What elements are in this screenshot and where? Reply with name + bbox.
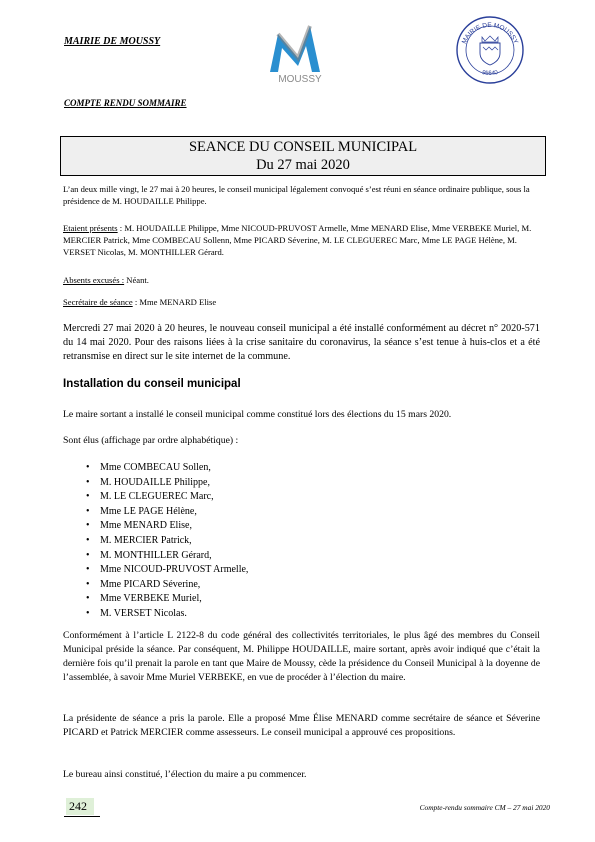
paragraph-installation-context: Mercredi 27 mai 2020 à 20 heures, le nouveau conseil municipal a été installé conformément au décret n° 2020-571 du 14 mai 2020. Pour des raisons liées à la crise sanitaire du coronavirus, la séance s’est tenue à huis-clos et a été retransmise en direct sur le site internet de la commune. [63,323,540,362]
absents-line [63,274,543,286]
paragraph-article-l2122: Conformément à l’article L 2122-8 du code général des collectivités territoriales, le plus âgé des membres du Conseil Municipal préside la séance. Par conséquent, M. Philippe HOUDAILLE, maire sortant, après avoir indiqué que c’était la dernière fois qu’il prenait la parole en tant que Maire de Moussy, cède la présidence du Conseil Municipal à la doyenne de l’assemblée, à savoir Mme Muriel VERBEKE, en vue de procéder à l’élection du maire. [63,630,540,683]
secretaire-line [63,296,543,308]
elus-list [86,461,248,622]
list-item: • M. MERCIER Patrick, [86,534,248,549]
list-item: • Mme PICARD Séverine, [86,578,248,593]
list-item: • M. VERSET Nicolas. [86,607,248,622]
list-item: • M. MONTHILLER Gérard, [86,549,248,564]
absents-label: Absents excusés : [63,275,125,285]
list-item: • Mme VERBEKE Muriel, [86,592,248,607]
title-line1: SEANCE DU CONSEIL MUNICIPAL [188,139,418,155]
list-item: • Mme COMBECAU Sollen, [86,461,248,476]
presents-text: : M. HOUDAILLE Philippe, Mme NICOUD-PRUVOST Armelle, Mme MENARD Elise, Mme VERBEKE Muriel, M. MERCIER Patrick, Mme COMBECAU Sollenn, Mme PICARD Séverine, M. LE CLEGUEREC Marc, Mme LE PAGE Hélène, M. VERSET Nicolas, M. MONTHILLER Gérard. [63,223,532,257]
title-box [60,136,546,176]
secretaire-label: Secrétaire de séance [63,297,133,307]
list-item: • M. HOUDAILLE Philippe, [86,476,248,491]
list-item: • Mme LE PAGE Hélène, [86,505,248,520]
paragraph-sont-elus: Sont élus (affichage par ordre alphabétique) : [63,435,239,446]
secretaire-text: : Mme MENARD Elise [132,297,217,307]
list-item: • Mme MENARD Elise, [86,519,248,534]
intro-paragraph: L’an deux mille vingt, le 27 mai à 20 heures, le conseil municipal légalement convoqué s’est réuni en séance ordinaire publique, sous la présidence de M. HOUDAILLE Philippe. [63,184,530,206]
seal-top-text: MAIRIE DE MOUSSY [460,21,520,46]
paragraph-bureau: Le bureau ainsi constitué, l’élection du maire a pu commencer. [63,769,307,780]
absents-text: Néant. [124,275,149,285]
page-number-underline [64,816,100,817]
mairie-seal [455,15,525,85]
mairie-header: MAIRIE DE MOUSSY [64,36,161,47]
section-title: Installation du conseil municipal [63,378,241,390]
compte-rendu-heading: COMPTE RENDU SOMMAIRE [64,98,187,108]
list-item: • Mme NICOUD-PRUVOST Armelle, [86,563,248,578]
presents-paragraph [63,222,543,258]
paragraph-maire-sortant: Le maire sortant a installé le conseil municipal comme constitué lors des élections du 15 mars 2020. [63,409,452,420]
page-number: 242 [69,799,87,813]
footer-text: Compte-rendu sommaire CM – 27 mai 2020 [419,803,550,812]
presents-label: Etaient présents [63,223,118,233]
logo-text: MOUSSY [278,74,322,84]
title-line2: Du 27 mai 2020 [256,157,350,173]
svg-text:95640 [481,70,499,77]
moussy-logo [248,20,352,84]
paragraph-presidente: La présidente de séance a pris la parole. Elle a proposé Mme Élise MENARD comme secrétaire de séance et Séverine PICARD et Patrick MERCIER comme assesseurs. Le conseil municipal a approuvé ces propositions. [63,713,540,738]
list-item: • M. LE CLEGUEREC Marc, [86,490,248,505]
seal-bottom-text: 95640 [481,69,499,78]
